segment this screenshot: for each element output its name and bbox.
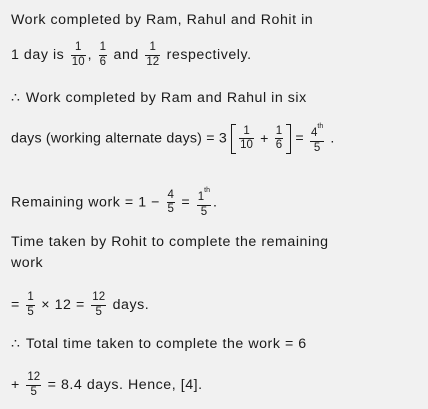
line-8 [11,292,149,318]
therefore-icon: ∴ [11,89,20,105]
text: and [113,46,139,63]
fraction: $\frac{4}{5}$ [167,188,174,215]
text: Work completed by Ram, Rahul and Rohit in [11,12,314,28]
text: Remaining work = 1 − [11,194,161,211]
equals: = [295,130,304,147]
fraction: $\frac{1}{10}$ [71,41,85,68]
text: respectively. [166,46,252,63]
fraction: $\frac{1}{12}$ [146,41,160,68]
therefore-icon: ∴ [11,335,20,351]
text: × 12 = [41,296,85,313]
text: days. [112,296,150,313]
fraction: $\frac{1^{th}}{5}$ [197,187,211,218]
text: days (working alternate days) = 3 [11,130,227,147]
line-3 [11,90,307,105]
text: 1 day is [11,46,65,63]
fraction: $\frac{1}{5}$ [27,291,34,318]
equals: = [181,194,191,211]
text: Total time taken to complete the work = 6 [25,336,307,352]
text: Time taken by Rohit to complete the remaining [11,234,329,250]
line-4 [11,123,335,154]
fraction: $\frac{1}{6}$ [275,124,283,151]
line-9 [11,336,307,351]
period: . [330,130,335,147]
plus: + [260,130,269,147]
line-5 [11,187,218,218]
bracket-group [237,126,285,152]
text: work [11,255,44,271]
fraction: $\frac{12}{5}$ [92,291,106,318]
comma: , [87,46,93,63]
line-6 [11,235,329,249]
line-7 [11,256,43,270]
line-2 [11,42,252,68]
line-10 [11,372,203,398]
fraction: $\frac{1}{6}$ [99,41,106,68]
period: . [213,194,218,211]
line-1 [11,13,313,27]
fraction: $\frac{12}{5}$ [27,371,41,398]
text: Work completed by Ram and Rahul in six [25,90,307,106]
plus: + [11,376,20,393]
fraction: $\frac{4^{th}}{5}$ [310,123,324,154]
text: = 8.4 days. Hence, [4]. [47,376,203,393]
equals: = [11,296,20,313]
fraction: $\frac{1}{10}$ [240,124,253,151]
